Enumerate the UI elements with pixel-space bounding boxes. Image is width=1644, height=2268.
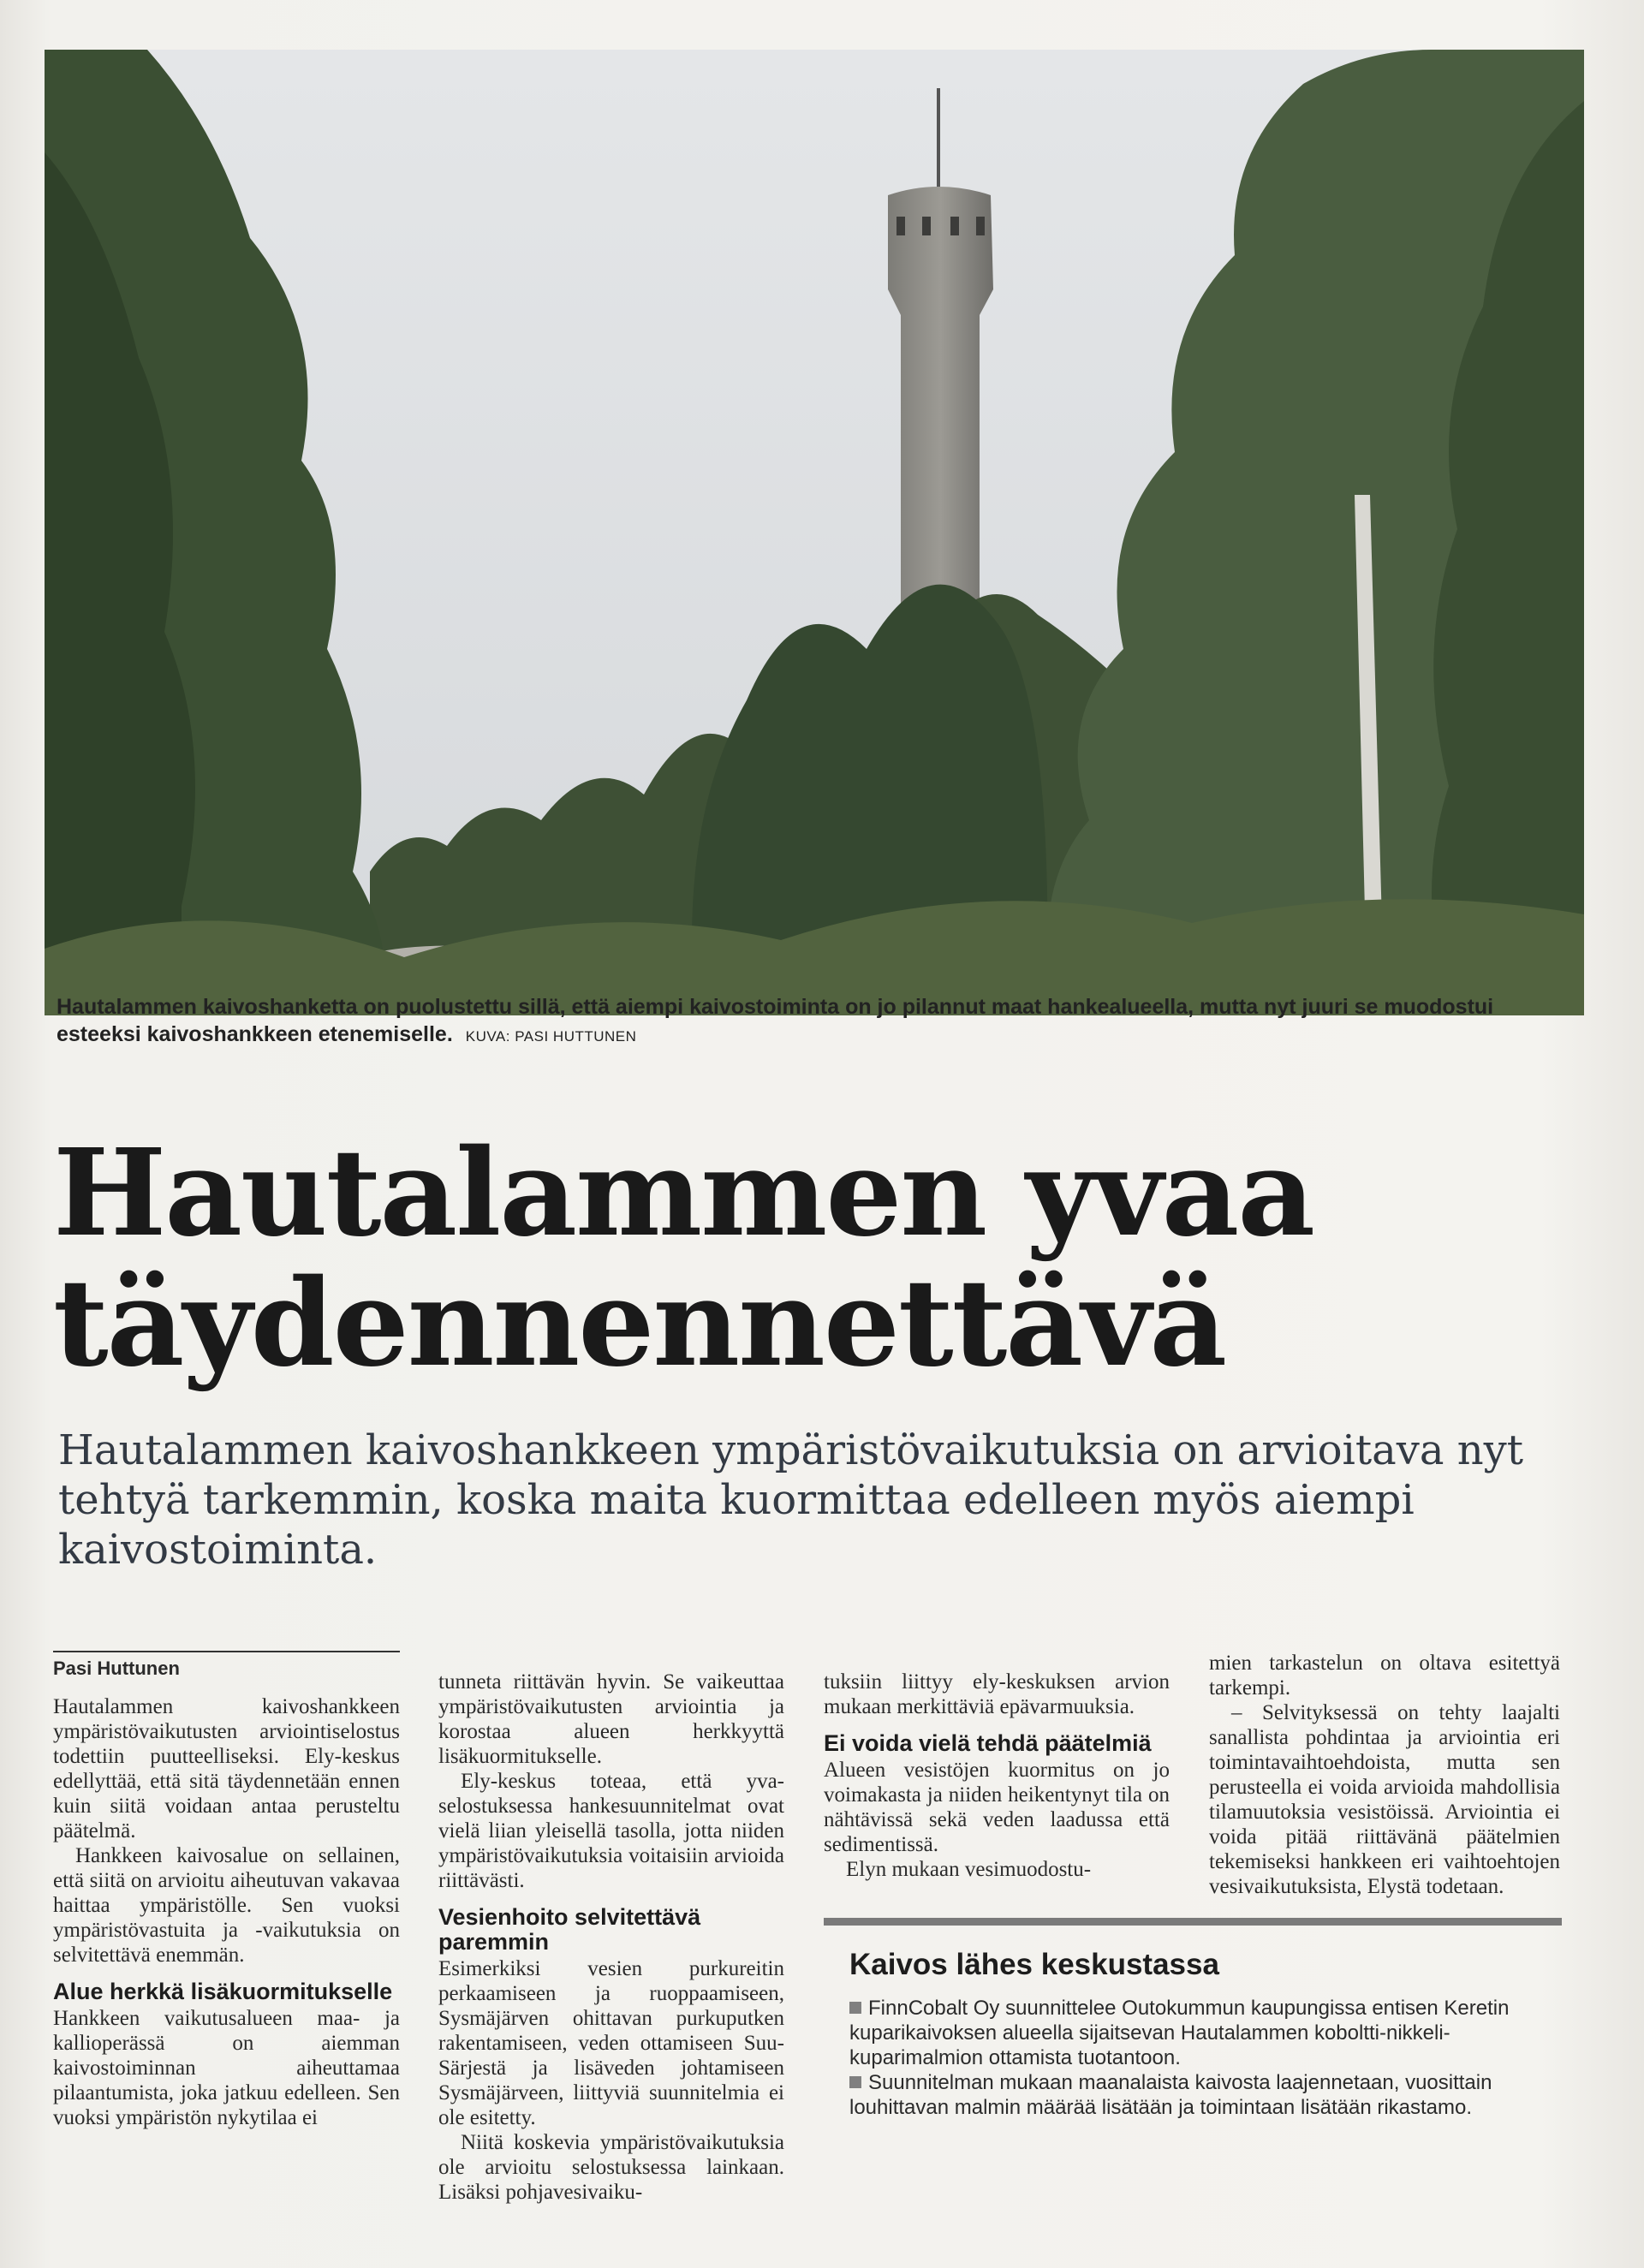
paragraph: Esimerkiksi vesien purkureitin perkaamiseen ja ruoppaamiseen, Sysmäjärven ohittavan purkuputken rakentamiseen, veden ottamiseen Suu-Särjestä ja lisäveden johtamiseen Sysmäjärveen, liittyviä suunnitelmia ei ole esitetty. [438, 1957, 784, 2129]
caption-text: Hautalammen kaivoshanketta on puolustettu sillä, että aiempi kaivostoiminta on jo pilannut maat hankealueella, mutta nyt juuri se muodostui esteeksi kaivoshankkeen etenemiselle. [57, 995, 1494, 1046]
paragraph: Hankkeen kaivosalue on sellainen, että siitä on arvioitu aiheutuvan vakavaa haittaa ympäristölle. Sen vuoksi ympäristövastuita ja -vaikutuksia on selvitettävä enemmän. [53, 1844, 400, 1967]
headline [53, 1123, 1560, 1394]
paragraph: – Selvityksessä on tehty laajalti sanallista pohdintaa ja arviointia eri toimintavaihtoehdoista, mutta sen perusteella ei voida arvioida mahdollisia tilamuutoksia vesistöissä. Arviointia ei voida pitää riittävänä päätelmien tekemiseksi hankkeen eri vaihtoehtojen vesivaikutuksista, Elystä todetaan. [1209, 1701, 1560, 1898]
paragraph: tunneta riittävän hyvin. Se vaikeuttaa ympäristövaikutusten arviointia ja korostaa alueen herkkyyttä lisäkuormitukselle. [438, 1670, 784, 1768]
fact-box-title: Kaivos lähes keskustassa [849, 1948, 1219, 1981]
subheading: Alue herkkä lisäkuormitukselle [53, 1979, 393, 2004]
subheading: Ei voida vielä tehdä päätelmiä [824, 1730, 1152, 1756]
photo-credit: KUVA: PASI HUTTUNEN [465, 1028, 637, 1045]
byline: Pasi Huttunen [53, 1651, 400, 1681]
photo-caption [57, 993, 1529, 1051]
paragraph: Hautalammen kaivoshankkeen ympäristövaikutusten arviointiselostus todettiin puutteelliseksi. Ely-keskus edellyttää, että sitä täydennetään ennen kuin siitä voidaan antaa perusteltu päätelmä. [53, 1695, 400, 1842]
paragraph: Hankkeen vaikutusalueen maa- ja kallioperässä on aiemman kaivostoiminnan aiheuttamaa pilaantumista, joka jatkuu edelleen. Sen vuoksi ympäristön nykytilaa ei [53, 2007, 400, 2129]
fact-box-item [849, 1996, 1562, 2070]
square-bullet-icon [849, 2002, 861, 2014]
headline-line-1: Hautalammen yvaa [53, 1123, 1314, 1264]
subheading: Vesienhoito selvitettävä paremmin [438, 1904, 701, 1955]
article-column-4 [1209, 1651, 1560, 1899]
article-column-1 [53, 1651, 400, 2130]
news-photo [45, 50, 1584, 1015]
article-column-2 [438, 1670, 784, 2205]
fact-box-item [849, 2070, 1562, 2120]
paragraph: tuksiin liittyy ely-keskuksen arvion mukaan merkittäviä epävarmuuksia. [824, 1670, 1170, 1718]
article-column-3 [824, 1670, 1170, 1882]
square-bullet-icon [849, 2076, 861, 2088]
fact-box-item-text: Suunnitelman mukaan maanalaista kaivosta laajennetaan, vuosittain louhittavan malmin määrää lisätään ja toimintaan lisätään rikastamo. [849, 2071, 1492, 2119]
paragraph: Ely-keskus toteaa, että yva-selostuksessa hankesuunnitelmat ovat vielä liian yleisellä tasolla, jotta niiden ympäristövaikutuksia voitaisiin arvioida riittävästi. [438, 1770, 784, 1892]
lead-paragraph: Hautalammen kaivoshankkeen ympäristövaikutuksia on arvioitava nyt tehtyä tarkemmin, koska maita kuormittaa edelleen myös aiempi kaivostoiminta. [58, 1426, 1524, 1574]
headline-line-2: täydennennettävä [53, 1253, 1226, 1394]
water-tower-forest-photo [45, 50, 1584, 1015]
paragraph: Alueen vesistöjen kuormitus on jo voimakasta ja niiden heikentynyt tila on nähtävissä sekä veden laadussa että sedimentissä. [824, 1759, 1170, 1856]
paragraph: mien tarkastelun on oltava esitettyä tarkempi. [1209, 1652, 1560, 1700]
fact-box-rule [824, 1918, 1562, 1926]
paragraph: Elyn mukaan vesimuodostu- [846, 1858, 1092, 1881]
paragraph: Niitä koskevia ympäristövaikutuksia ole arvioitu selostuksessa lainkaan. Lisäksi pohjavesivaiku- [438, 2131, 784, 2204]
fact-box-item-text: FinnCobalt Oy suunnittelee Outokummun kaupungissa entisen Keretin kuparikaivoksen alueella sijaitsevan Hautalammen koboltti-nikkeli-kuparimalmion ottamista tuotantoon. [849, 1997, 1510, 2069]
fact-box [824, 1918, 1562, 2120]
